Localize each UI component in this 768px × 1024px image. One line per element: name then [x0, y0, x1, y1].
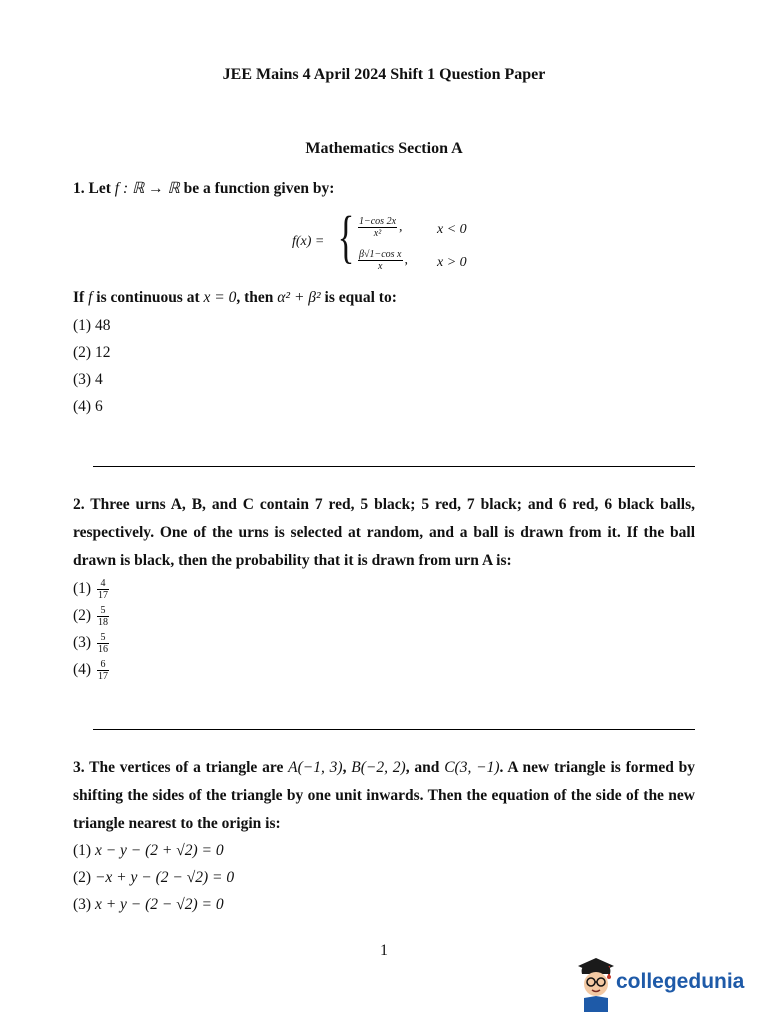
q1-lead: 1. Let — [73, 180, 111, 197]
q3-and: , and — [405, 759, 440, 776]
section-heading: Mathematics Section A — [305, 140, 463, 157]
q3-vertex-a: A(−1, 3) — [288, 759, 343, 776]
q2-option-2-den: 18 — [97, 617, 108, 628]
collegedunia-mascot-icon — [572, 952, 620, 1012]
case2-numerator: β√1−cos x — [359, 249, 402, 260]
case1-condition: x < 0 — [437, 222, 467, 237]
q1-prompt-f: f — [88, 289, 93, 306]
question-1-prompt — [73, 284, 695, 312]
q1-prompt-expr: α² + β² — [277, 289, 321, 306]
divider-2 — [93, 729, 695, 730]
case2-denominator: x — [378, 261, 383, 272]
q1-option-3: (3) 4 — [73, 371, 103, 388]
q3-vertex-c: C(3, −1) — [444, 759, 500, 776]
q2-option-1-num: 4 — [97, 578, 109, 590]
q1-prompt-x: x = 0 — [203, 289, 237, 306]
q3-option-2-label: (2) — [73, 869, 92, 886]
q2-option-3 — [73, 632, 111, 655]
case1-denominator: x² — [373, 228, 382, 239]
question-1-stem — [73, 175, 695, 203]
q3-option-2 — [73, 868, 234, 888]
piecewise-case-2: $\frac{\text{β√1−cos x}}{x}$ , — [359, 249, 408, 272]
q1-option-2: (2) 12 — [73, 344, 111, 361]
q1-tail: be a function given by: — [183, 180, 335, 197]
q2-option-1-den: 17 — [97, 590, 108, 601]
q2-option-2-label: (2) — [73, 607, 92, 625]
q3-option-1-expr: x − y − (2 + √2) = 0 — [94, 842, 224, 859]
q1-map: f : ℝ → ℝ — [114, 180, 180, 197]
page-number: 1 — [380, 942, 388, 959]
divider-1 — [93, 466, 695, 467]
q2-option-3-num: 5 — [97, 632, 109, 644]
piecewise-case-1: $\frac{1-\cos 2x}{\text{x²}}$ , — [359, 216, 403, 239]
q2-option-2 — [73, 605, 111, 628]
q3-option-3 — [73, 895, 224, 915]
q2-option-1-label: (1) — [73, 580, 92, 598]
q2-option-4-label: (4) — [73, 661, 92, 679]
q3-option-1 — [73, 841, 224, 861]
q1-prompt-d: is equal to: — [324, 289, 397, 306]
q2-option-4-num: 6 — [97, 659, 109, 671]
collegedunia-logo-text: collegedunia — [616, 970, 745, 993]
case2-condition: x > 0 — [437, 255, 467, 270]
q1-prompt-a: If — [73, 289, 85, 306]
q3-option-1-label: (1) — [73, 842, 92, 859]
q3-option-3-expr: x + y − (2 − √2) = 0 — [94, 896, 224, 913]
q1-prompt-b: is continuous at — [96, 289, 200, 306]
q2-option-4-den: 17 — [97, 671, 108, 682]
q3-vertex-b: B(−2, 2) — [351, 759, 406, 776]
q2-option-1 — [73, 578, 111, 601]
q2-option-2-num: 5 — [97, 605, 109, 617]
q3-part-b: . A new triangle is formed by shifting the sides of the triangle by one unit inwards. Then the equation of the side of the new triangle nearest to the origin is: — [73, 759, 695, 832]
q1-option-4: (4) 6 — [73, 398, 103, 415]
q3-option-2-expr: −x + y − (2 − √2) = 0 — [94, 869, 235, 886]
q1-prompt-c: , then — [236, 289, 274, 306]
case1-numerator: 1−cos 2x — [359, 216, 397, 227]
piecewise-lhs: f(x) = — [292, 234, 325, 249]
q1-option-1: (1) 48 — [73, 317, 111, 334]
q2-option-3-label: (3) — [73, 634, 92, 652]
question-2-stem: 2. Three urns A, B, and C contain 7 red, 5 black; 5 red, 7 black; and 6 red, 6 black balls, respectively. One of the urns is selected at random, and a ball is drawn from it. If the ball drawn is black, then the probability that it is drawn from urn A is: — [73, 496, 695, 569]
q3-option-3-label: (3) — [73, 896, 92, 913]
paper-title: JEE Mains 4 April 2024 Shift 1 Question Paper — [222, 66, 546, 83]
piecewise-brace: { — [337, 204, 355, 269]
q3-part-a: 3. The vertices of a triangle are — [73, 759, 284, 776]
q2-option-3-den: 16 — [97, 644, 108, 655]
question-3-stem — [73, 754, 695, 838]
q3-comma: , — [342, 759, 347, 776]
q2-option-4 — [73, 659, 111, 682]
